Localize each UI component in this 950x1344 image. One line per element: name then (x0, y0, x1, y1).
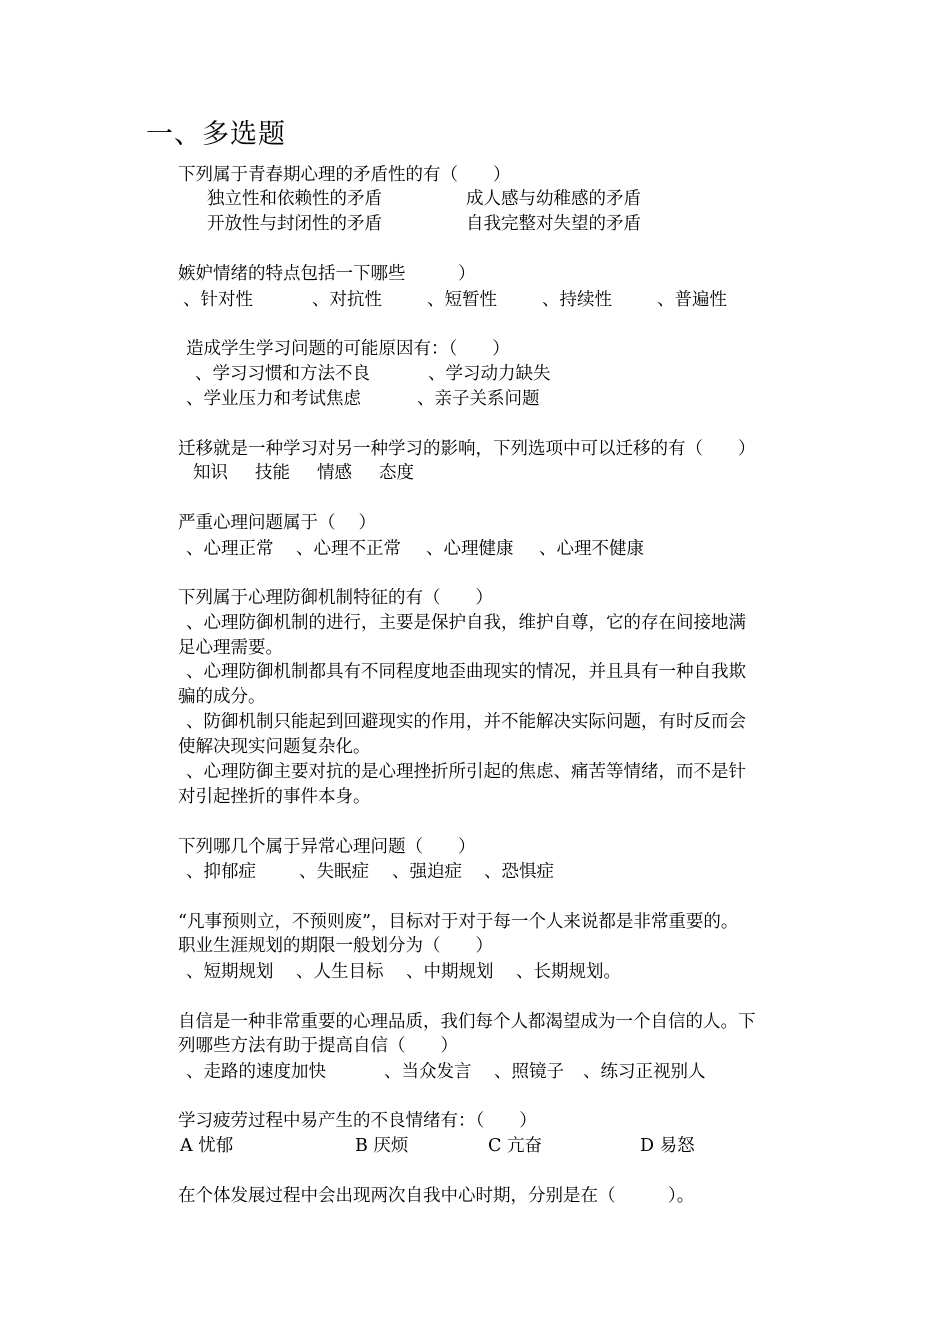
text-line: 、中期规划 (406, 962, 494, 982)
text-line: 使解决现实问题复杂化。 (178, 737, 371, 757)
text-line: 技能 (255, 463, 290, 483)
text-line: 成人感与幼稚感的矛盾 (466, 189, 641, 209)
text-line: 骗的成分。 (178, 687, 266, 707)
text-line: 造成学生学习问题的可能原因有：（ ） (186, 339, 510, 359)
text-line: 、心理不健康 (539, 539, 644, 559)
text-line: 、短暂性 (427, 290, 497, 310)
text-line: 列哪些方法有助于提高自信（ ） (178, 1036, 458, 1056)
text-line: 、心理防御机制都具有不同程度地歪曲现实的情况，并且具有一种自我欺 (186, 662, 746, 682)
text-line: 开放性与封闭性的矛盾 (207, 214, 382, 234)
text-line: 独立性和依赖性的矛盾 (207, 189, 382, 209)
text-line: 、心理防御主要对抗的是心理挫折所引起的焦虑、痛苦等情绪，而不是针 (186, 762, 746, 782)
text-line: 、针对性 (183, 290, 253, 310)
text-line: “凡事预则立，不预则废”，目标对于对于每一个人来说都是非常重要的。 (178, 912, 739, 932)
text-line: 足心理需要。 (178, 638, 283, 658)
text-line: 迁移就是一种学习对另一种学习的影响，下列选项中可以迁移的有（ ） (178, 439, 756, 459)
text-line: 、强迫症 (392, 862, 462, 882)
text-line: 下列属于青春期心理的矛盾性的有（ ） (178, 165, 511, 185)
text-line: 、心理正常 (186, 539, 274, 559)
text-line: 、亲子关系问题 (417, 389, 540, 409)
section-heading: 一、多选题 (146, 119, 286, 150)
text-line: 学习疲劳过程中易产生的不良情绪有：（ ） (178, 1111, 537, 1131)
text-line: 、走路的速度加快 (186, 1062, 326, 1082)
text-line: 、防御机制只能起到回避现实的作用，并不能解决实际问题，有时反而会 (186, 712, 746, 732)
text-line: 、当众发言 (384, 1062, 472, 1082)
text-line: 、持续性 (542, 290, 612, 310)
text-line: 、失眠症 (299, 862, 369, 882)
text-line: 、心理防御机制的进行，主要是保护自我，维护自尊，它的存在间接地满 (186, 613, 746, 633)
text-line: 、心理不正常 (296, 539, 401, 559)
text-line: 、学习习惯和方法不良 (195, 364, 370, 384)
text-line: 、照镜子 (494, 1062, 564, 1082)
text-line: 自信是一种非常重要的心理品质，我们每个人都渴望成为一个自信的人。下 (178, 1012, 756, 1032)
text-line: 嫉妒情绪的特点包括一下哪些 ） (178, 264, 476, 284)
text-line: 严重心理问题属于（ ） (178, 513, 377, 533)
text-line: 、对抗性 (312, 290, 382, 310)
text-line: C 亢奋 (488, 1136, 542, 1156)
text-line: 、心理健康 (426, 539, 514, 559)
text-line: 、短期规划 (186, 962, 274, 982)
text-line: 态度 (379, 463, 414, 483)
text-line: B 厌烦 (355, 1136, 409, 1156)
text-line: 、抑郁症 (186, 862, 256, 882)
text-line: 自我完整对失望的矛盾 (466, 214, 641, 234)
text-line: 对引起挫折的事件本身。 (178, 787, 371, 807)
text-line: 情感 (317, 463, 352, 483)
text-line: 知识 (193, 463, 228, 483)
text-line: 、学业压力和考试焦虑 (186, 389, 361, 409)
text-line: 下列哪几个属于异常心理问题（ ） (178, 837, 476, 857)
text-line: 、练习正视别人 (583, 1062, 706, 1082)
text-line: 职业生涯规划的期限一般划分为（ ） (178, 936, 493, 956)
text-line: 、长期规划。 (516, 962, 621, 982)
text-line: 、普遍性 (657, 290, 727, 310)
text-line: 、人生目标 (296, 962, 384, 982)
text-line: D 易怒 (640, 1136, 695, 1156)
text-line: A 忧郁 (180, 1136, 234, 1156)
text-line: 下列属于心理防御机制特征的有（ ） (178, 588, 493, 608)
text-line: 、学习动力缺失 (428, 364, 551, 384)
text-line: 、恐惧症 (484, 862, 554, 882)
text-line: 在个体发展过程中会出现两次自我中心时期，分别是在（ ）。 (178, 1186, 695, 1206)
